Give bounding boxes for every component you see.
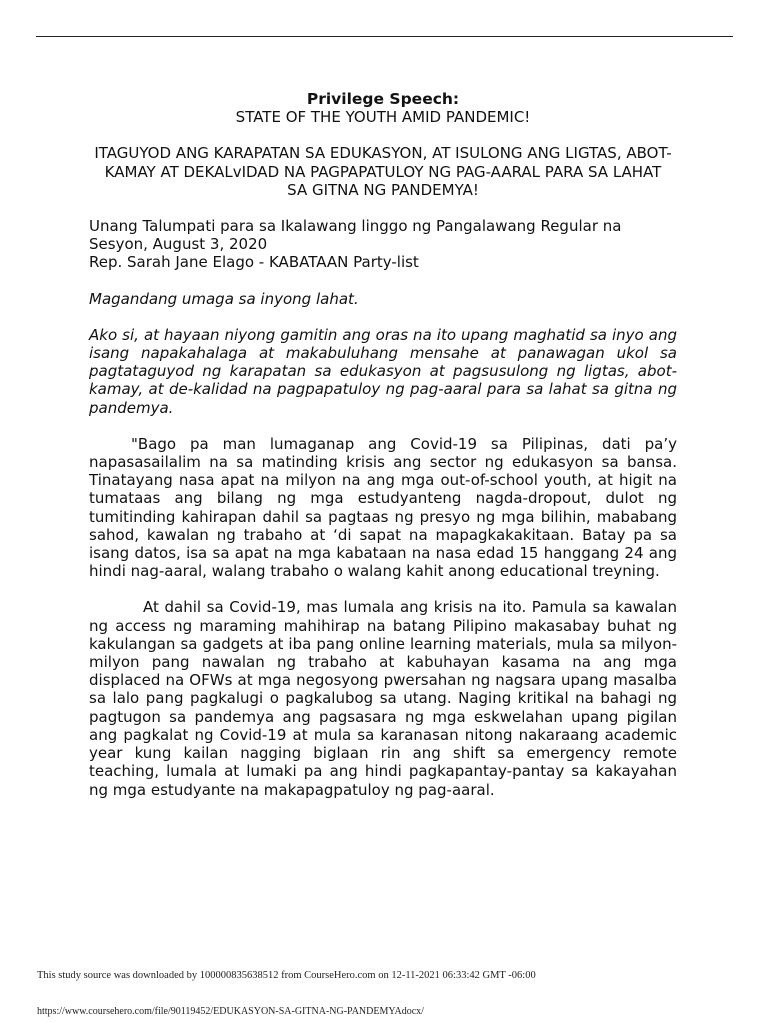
spacer — [89, 126, 677, 144]
speech-title: Privilege Speech: — [306, 90, 460, 108]
speech-headline: ITAGUYOD ANG KARAPATAN SA EDUKASYON, AT ISULONG ANG LIGTAS, ABOT-KAMAY AT DEKALvIDAD NA PAGPAPATULOY NG PAG-AARAL PARA SA LAHAT SA GITNA NG PANDEMYA! — [94, 144, 672, 199]
spacer — [89, 308, 677, 326]
download-notice: This study source was downloaded by 100000835638512 from CourseHero.com on 12-11-2021 06:33:42 GMT -06:00 — [37, 970, 536, 981]
speech-subtitle: STATE OF THE YOUTH AMID PANDEMIC! — [235, 108, 531, 127]
speech-speaker: Rep. Sarah Jane Elago - KABATAAN Party-list — [89, 253, 419, 272]
document-body — [89, 90, 677, 799]
spacer — [89, 417, 677, 435]
body-paragraph-2: At dahil sa Covid-19, mas lumala ang krisis na ito. Pamula sa kawalan ng access ng maraming mahihirap na batang Pilipino makasabay buhat ng kakulangan sa gadgets at iba pang online learning materials, mula sa milyon-milyon pang nawalan ng trabaho at kabuhayan kasama na ang mga displaced na OFWs at mga negosyong pwersahan ng nagsara upang masalba sa lalo pang pagkalugi o pagkalubog sa utang. Naging kritikal na bahagi ng pagtugon sa pandemya ang pagsasara ng mga eskwelahan upang pigilan ang pagkalat ng Covid-19 at mula sa karanasan nitong nakaraang academic year kung kailan nagging biglaan rin ang shift sa emergency remote teaching, lumala at lumaki pa ang hindi pagkapantay-pantay sa kakayahan ng mga estudyante na makapagpatuloy ng pag-aaral. — [89, 598, 677, 799]
greeting-paragraph: Magandang umaga sa inyong lahat. — [89, 289, 359, 308]
source-url[interactable]: https://www.coursehero.com/file/90119452/EDUKASYON-SA-GITNA-NG-PANDEMYAdocx/ — [37, 1006, 424, 1017]
body-paragraph-1: "Bago pa man lumaganap ang Covid-19 sa Pilipinas, dati pa’y napasasailalim na sa matinding krisis ang sector ng edukasyon sa bansa. Tinatayang nasa apat na milyon na ang mga out-of-school youth, at higit na tumataas ang bilang ng mga estudyanteng nagda-dropout, dulot ng tumitinding kahirapan dahil sa pagtaas ng presyo ng mga bilihin, mababang sahod, kawalan ng trabaho at ‘di sapat na mapagkakakitaan. Batay pa sa isang datos, isa sa apat na mga kabataan na nasa edad 15 hanggang 24 ang hindi nag-aaral, walang trabaho o walang kahit anong educational treyning. — [89, 434, 677, 581]
intro-paragraph: Ako si, at hayaan niyong gamitin ang oras na ito upang maghatid sa inyo ang isang napakahalaga at makabuluhang mensahe at panawagan ukol sa pagtataguyod ng karapatan sa edukasyon at pagsusulong ng ligtas, abot-kamay, at de-kalidad na pagpapatuloy ng pag-aaral para sa lahat sa gitna ng pandemya. — [89, 325, 677, 417]
spacer — [89, 199, 677, 217]
spacer — [89, 580, 677, 598]
speech-occasion: Unang Talumpati para sa Ikalawang linggo ng Pangalawang Regular na Sesyon, August 3, 2020 — [89, 217, 622, 254]
spacer — [89, 272, 677, 290]
header-divider — [36, 36, 733, 37]
